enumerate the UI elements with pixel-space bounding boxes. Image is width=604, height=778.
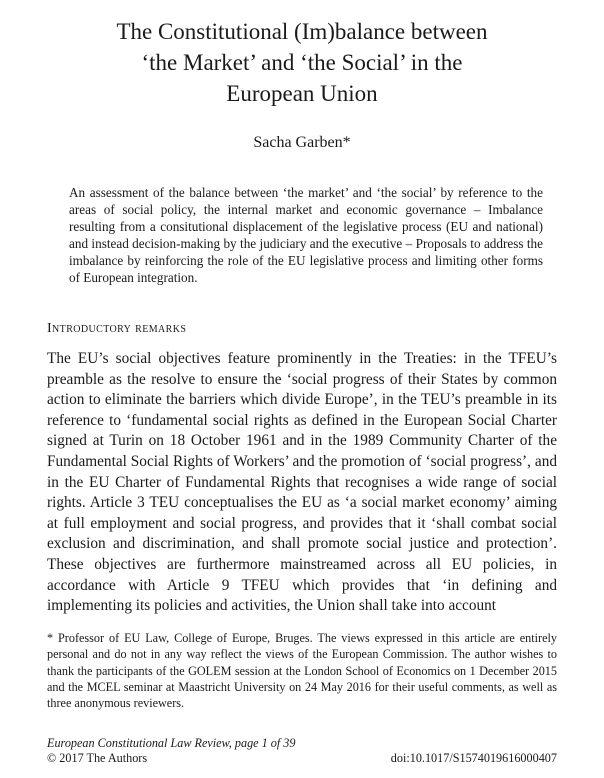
title-line-3: European Union — [226, 81, 378, 106]
title-line-1: The Constitutional (Im)balance between — [116, 19, 488, 44]
footer-doi: doi:10.1017/S1574019616000407 — [390, 751, 557, 765]
abstract: An assessment of the balance between ‘the market’ and ‘the social’ by reference to the areas of social policy, the internal market and economic governance – Imbalance resulting from a consitutional displacement of the legislative process (EU and national) and instead decision-making by the judiciary and the executive – Proposals to address the imbalance by reinforcing the role of the EU legislative process and limiting other forms of European integration. — [69, 185, 543, 285]
author-name: Sacha Garben* — [253, 134, 351, 151]
title-line-2: ‘the Market’ and ‘the Social’ in the — [141, 50, 463, 75]
footer-copyright: © 2017 The Authors — [47, 751, 148, 765]
footer-citation — [47, 736, 295, 766]
article-title — [60, 16, 544, 109]
footnote: * Professor of EU Law, College of Europe, Bruges. The views expressed in this article are entirely personal and do not in any way reflect the views of the European Commission. The author wishes to thank the participants of the GOLEM session at the London School of Economics on 1 December 2015 and the MCEL seminar at Maastricht University on 24 May 2016 for their useful comments, as well as three anonymous reviewers. — [47, 631, 557, 711]
section-heading: Introductory remarks — [47, 321, 187, 336]
body-paragraph: The EU’s social objectives feature prominently in the Treaties: in the TFEU’s preamble as the resolve to ensure the ‘social progress of their States by common action to eliminate the barriers which divide Europe’, in the TEU’s preamble in its reference to ‘fundamental social rights as defined in the European Social Charter signed at Turin on 18 October 1961 and in the 1989 Community Charter of the Fundamental Social Rights of Workers’ and the promotion of ‘social progress’, and in the EU Charter of Fundamental Rights that recognises a wide range of social rights. Article 3 TEU conceptualises the EU as ‘a social market economy’ aiming at full employment and social progress, and provides that it ‘shall combat social exclusion and discrimination, and shall promote social justice and protection’. These objectives are furthermore mainstreamed across all EU policies, in accordance with Article 9 TFEU which provides that ‘in defining and implementing its policies and activities, the Union shall take into account — [47, 350, 557, 615]
footer-journal-line: European Constitutional Law Review, page 1 of 39 — [47, 736, 296, 750]
